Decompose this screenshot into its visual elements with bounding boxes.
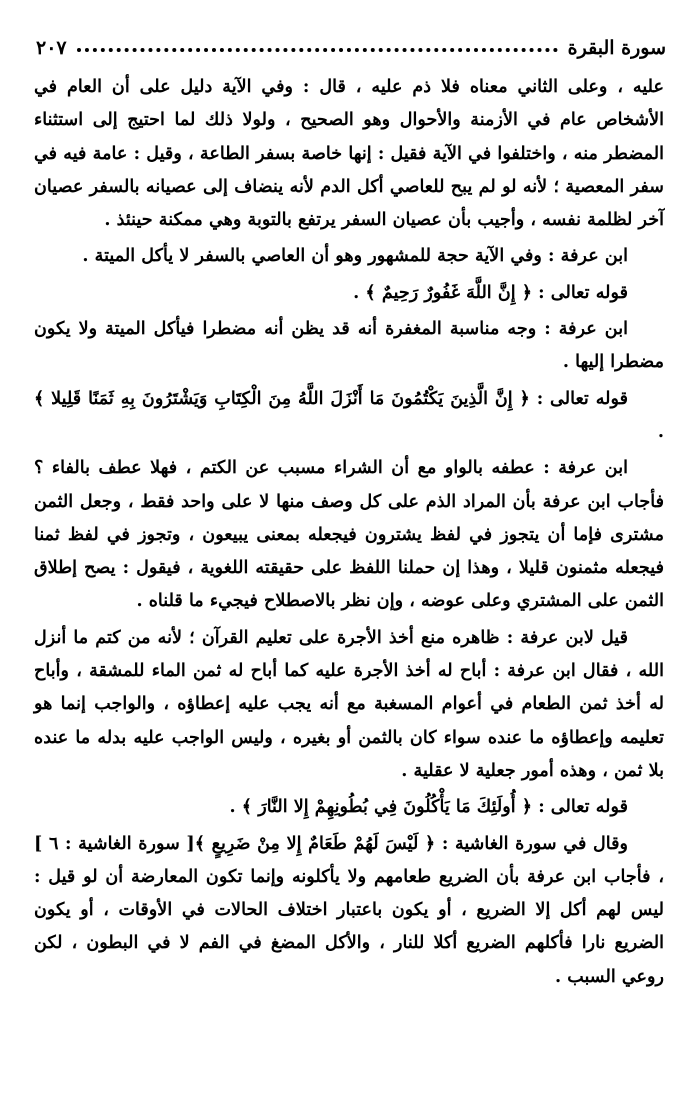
page-body	[34, 70, 664, 993]
paragraph-7: قيل لابن عرفة : ظاهره منع أخذ الأجرة على تعليم القرآن ؛ لأنه من كتم ما أنزل الله ، فقال ابن عرفة : أباح له أخذ الأجرة عليه كما أباح له ثمن الماء للمشقة ، وأباح له أخذ ثمن الطعام في أعوام المسغبة مع أنه يجب عليه إعطاؤه ، والواجب إنما هو تعليمه وإعطاؤه ما عنده سواء كان بالثمن أو بغيره ، وليس الواجب عليه بدله ما عنده بلا ثمن ، وهذه أمور جعلية لا عقلية .	[34, 626, 664, 781]
paragraph-2: ابن عرفة : وفي الآية حجة للمشهور وهو أن العاصي بالسفر لا يأكل الميتة .	[82, 245, 628, 267]
paragraph-3: قوله تعالى : ﴿ إِنَّ اللَّهَ غَفُورٌ رَحِيمٌ ﴾ .	[353, 281, 628, 303]
header-dotted-rule	[77, 48, 558, 52]
surah-title: سورة البقرة	[567, 37, 666, 59]
paragraph-8: قوله تعالى : ﴿ أُولَئِكَ مَا يَأْكُلُونَ فِي بُطُونِهِمْ إِلا النَّارَ ﴾ .	[229, 796, 628, 818]
paragraph-1: عليه ، وعلى الثاني معناه فلا ذم عليه ، قال : وفي الآية دليل على أن العام في الأشخاص عام في الأزمنة والأحوال وهو الصحيح ، ولولا ذلك لما احتيج إلى استثناء المضطر منه ، واختلفوا في الآية فقيل : إنها خاصة بسفر الطاعة ، وقيل : عامة فيه في سفر المعصية ؛ لأنه لو لم يبح للعاصي أكل الدم لأنه ينضاف إلى عصيانه بالسفر عصيان آخر لظلمة نفسه ، وأجيب بأن عصيان السفر يرتفع بالتوبة وهي ممكنة حينئذ .	[34, 76, 664, 231]
paragraph-5: قوله تعالى : ﴿ إِنَّ الَّذِينَ يَكْتُمُونَ مَا أَنْزَلَ اللَّهُ مِنَ الْكِتَابِ وَيَشْتَرُونَ بِهِ ثَمَنًا قَلِيلا ﴾ .	[34, 387, 664, 442]
paragraph-6: ابن عرفة : عطفه بالواو مع أن الشراء مسبب عن الكتم ، فهلا عطف بالفاء ؟ فأجاب ابن عرفة بأن المراد الذم على كل وصف منها لا على واحد فقط ، وجعل الثمن مشترى فإما أن يتجوز في لفظ يشترون فيجعله بمعنى يبيعون ، وتجوز في لفظ ثمنا فيجعله مثمنون قليلا ، وهذا إن حملنا اللفظ على حقيقته اللغوية ، فيقول : يصح إطلاق الثمن على المشتري وعلى عوضه ، وإن نظر بالاصطلاح فيجيء ما قلناه .	[34, 457, 664, 612]
page-header	[36, 34, 666, 62]
paragraph-9: وقال في سورة الغاشية : ﴿ لَيْسَ لَهُمْ طَعَامٌ إِلا مِنْ ضَرِيعٍ ﴾[ سورة الغاشية : ٦ ] ، فأجاب ابن عرفة بأن الضريع طعامهم ولا يأكلونه وإنما تكون المعارضة أن لو قيل : ليس لهم أكل إلا الضريع ، أو يكون باعتبار اختلاف الحالات في الأوقات ، أو يكون الضريع نارا فأكلهم الضريع أكلا للنار ، والأكل المضغ في الفم لا في البطون ، لكن روعي السبب .	[34, 832, 664, 987]
paragraph-4: ابن عرفة : وجه مناسبة المغفرة أنه قد يظن أنه مضطرا فيأكل الميتة ولا يكون مضطرا إليها .	[34, 318, 664, 373]
page-number: ٢٠٧	[36, 37, 67, 59]
